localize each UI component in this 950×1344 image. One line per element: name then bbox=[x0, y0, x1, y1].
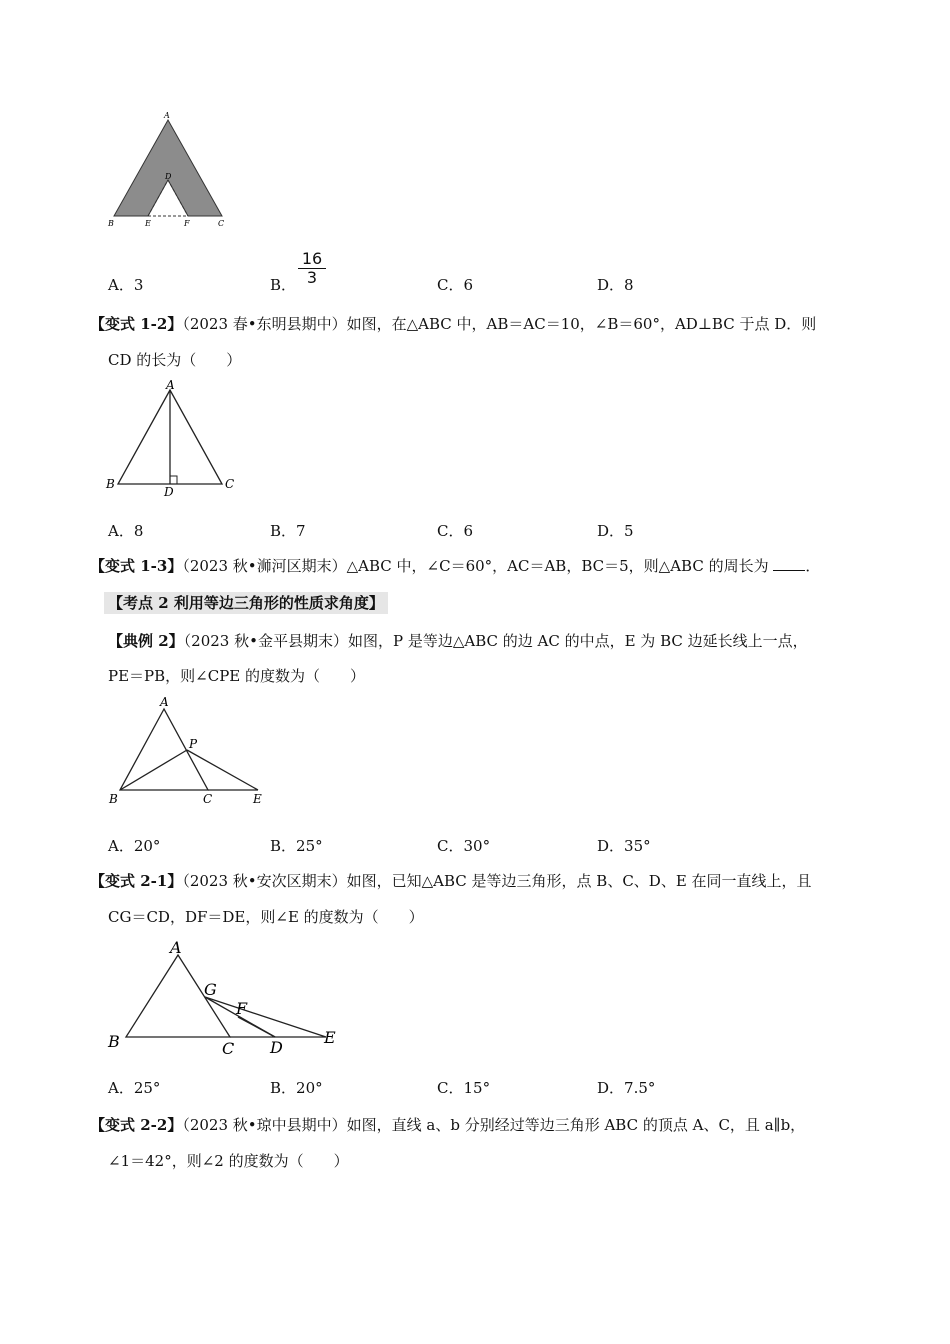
option-b: B．25° bbox=[270, 837, 323, 855]
question-end: ． bbox=[805, 557, 821, 575]
question-2-2-line2: ∠1＝42°，则∠2 的度数为（ ） bbox=[108, 1152, 349, 1170]
question-text: （2023 秋•浉河区期末）△ABC 中，∠C＝60°，AC＝AB，BC＝5，则△ABC 的周长为 bbox=[182, 557, 774, 575]
label-d: D bbox=[270, 1038, 283, 1057]
label-c: C bbox=[222, 1039, 235, 1058]
label-a: A bbox=[160, 695, 169, 709]
option-a: A．20° bbox=[108, 837, 161, 855]
label-b: B bbox=[106, 477, 115, 491]
question-tag: 【典例 2】 bbox=[108, 632, 184, 650]
option-a: A．25° bbox=[108, 1079, 161, 1097]
option-a: A．3 bbox=[108, 276, 144, 294]
label-d: D bbox=[165, 172, 172, 181]
section-header: 【考点 2 利用等边三角形的性质求角度】 bbox=[104, 592, 388, 614]
question-text: （2023 秋•安次区期末）如图，已知△ABC 是等边三角形，点 B、C、D、E 在同一直线上，且 bbox=[182, 872, 812, 890]
figure-question-2-1 bbox=[100, 935, 350, 1060]
label-c: C bbox=[225, 477, 235, 491]
label-c: C bbox=[203, 792, 213, 806]
figure-altitude-triangle bbox=[100, 378, 250, 503]
label-p: P bbox=[189, 737, 198, 751]
fraction-numerator: 16 bbox=[298, 250, 326, 269]
question-text: （2023 春•东明县期中）如图，在△ABC 中，AB＝AC＝10，∠B＝60°，AD⊥BC 于点 D．则 bbox=[182, 315, 817, 333]
segment-bp bbox=[120, 750, 187, 790]
label-e: E bbox=[145, 219, 151, 228]
label-b: B bbox=[109, 792, 118, 806]
question-1-2-line1 bbox=[90, 313, 816, 335]
option-c: C．6 bbox=[437, 276, 474, 294]
question-text: （2023 秋•琼中县期中）如图，直线 a、b 分别经过等边三角形 ABC 的顶点 A、C，且 a∥b， bbox=[182, 1116, 806, 1134]
option-b: B．20° bbox=[270, 1079, 323, 1097]
option-d: D．8 bbox=[597, 276, 634, 294]
label-f: F bbox=[184, 219, 190, 228]
question-1-2-line2: CD 的长为（ ） bbox=[108, 351, 242, 369]
question-1-3 bbox=[90, 555, 820, 577]
label-f: F bbox=[236, 999, 248, 1018]
label-a: A bbox=[164, 111, 170, 120]
figure-shaded-triangle bbox=[100, 110, 240, 235]
label-c: C bbox=[218, 219, 225, 228]
option-c: C．15° bbox=[437, 1079, 491, 1097]
option-d: D．7.5° bbox=[597, 1079, 656, 1097]
question-2-1-line1 bbox=[90, 870, 812, 892]
example-2-line1 bbox=[108, 630, 808, 652]
option-d: D．5 bbox=[597, 522, 634, 540]
question-2-1-line2: CG＝CD，DF＝DE，则∠E 的度数为（ ） bbox=[108, 908, 424, 926]
question-text: （2023 秋•金平县期末）如图，P 是等边△ABC 的边 AC 的中点，E 为 BC 边延长线上一点， bbox=[183, 632, 808, 650]
question-tag: 【变式 1-2】 bbox=[90, 315, 183, 333]
label-b: B bbox=[108, 1032, 120, 1051]
label-d: D bbox=[164, 485, 174, 499]
label-g: G bbox=[204, 980, 217, 999]
question-2-2-line1 bbox=[90, 1114, 805, 1136]
answer-blank bbox=[773, 556, 805, 571]
label-a: A bbox=[166, 378, 175, 392]
shaded-region bbox=[114, 120, 222, 216]
option-d: D．35° bbox=[597, 837, 651, 855]
option-c: C．30° bbox=[437, 837, 491, 855]
label-a: A bbox=[170, 938, 182, 957]
option-a: A．8 bbox=[108, 522, 144, 540]
label-e: E bbox=[324, 1028, 336, 1047]
label-e: E bbox=[253, 792, 262, 806]
fraction-16-3 bbox=[298, 250, 326, 287]
option-c: C．6 bbox=[437, 522, 474, 540]
label-b: B bbox=[108, 219, 114, 228]
option-b: B．7 bbox=[270, 522, 306, 540]
question-tag: 【变式 2-1】 bbox=[90, 872, 183, 890]
figure-example-2 bbox=[100, 695, 280, 810]
right-angle-mark bbox=[170, 476, 177, 484]
fraction-denominator: 3 bbox=[306, 268, 318, 287]
segment-df bbox=[238, 1017, 275, 1037]
example-2-line2: PE＝PB，则∠CPE 的度数为（ ） bbox=[108, 667, 366, 685]
option-b: B． bbox=[270, 276, 297, 294]
question-tag: 【变式 2-2】 bbox=[90, 1116, 183, 1134]
question-tag: 【变式 1-3】 bbox=[90, 557, 183, 575]
